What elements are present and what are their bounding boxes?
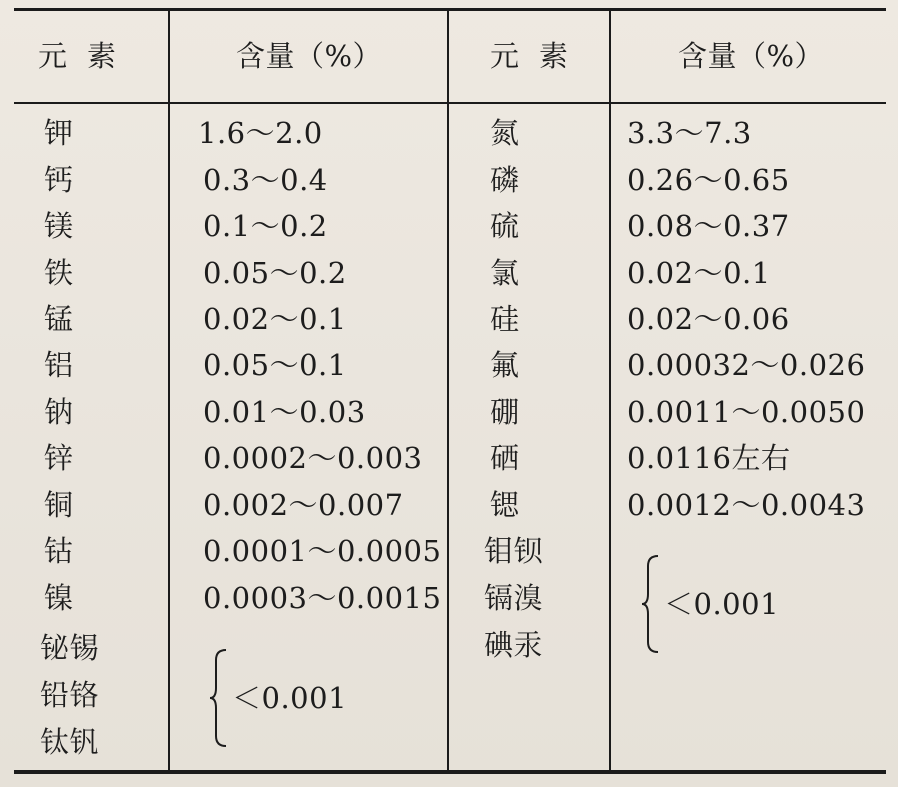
right-content: 0.0011～0.0050 (627, 395, 866, 429)
right-content: 0.0116左右 (627, 441, 791, 475)
right-content: 0.02～0.1 (627, 256, 771, 290)
header-left-content: 含量（%） (236, 39, 383, 73)
left-content: 0.0001～0.0005 (203, 534, 442, 568)
header-right-content: 含量（%） (678, 39, 825, 73)
right-group-brace (640, 554, 664, 654)
header-right-element: 元 素 (490, 39, 569, 73)
left-element: 钙 (44, 163, 74, 197)
left-element: 锰 (44, 302, 74, 336)
right-element: 硼 (490, 395, 520, 429)
header-rule (14, 102, 886, 104)
left-content: 0.1～0.2 (203, 209, 328, 243)
right-element: 硫 (490, 209, 520, 243)
left-content: 0.05～0.1 (203, 348, 347, 382)
col-divider-center (447, 10, 449, 772)
right-element: 氟 (490, 348, 520, 382)
right-group-element: 钼钡 (484, 534, 544, 568)
table-top-rule (14, 8, 886, 11)
left-element: 镍 (44, 581, 74, 615)
left-content: 0.05～0.2 (203, 256, 347, 290)
left-element: 钴 (44, 534, 74, 568)
left-group-brace (208, 648, 232, 748)
right-group-element: 碘汞 (484, 628, 544, 662)
left-element: 钾 (44, 116, 74, 150)
right-group-content: ＜0.001 (664, 587, 780, 621)
right-element: 磷 (490, 163, 520, 197)
right-element: 硒 (490, 441, 520, 475)
left-content: 0.01～0.03 (203, 395, 366, 429)
right-content: 0.08～0.37 (627, 209, 790, 243)
right-element: 氯 (490, 256, 520, 290)
left-group-content: ＜0.001 (232, 681, 348, 715)
left-element: 钠 (44, 395, 74, 429)
right-element: 硅 (490, 302, 520, 336)
left-group-element: 铋锡 (40, 631, 100, 665)
left-content: 0.002～0.007 (203, 488, 404, 522)
right-content: 0.0012～0.0043 (627, 488, 866, 522)
left-content: 0.0003～0.0015 (203, 581, 442, 615)
left-content: 0.02～0.1 (203, 302, 347, 336)
left-group-element: 钛钒 (40, 725, 100, 759)
right-element: 锶 (490, 488, 520, 522)
left-element: 铝 (44, 348, 74, 382)
left-element: 锌 (44, 441, 74, 475)
col-divider-1 (168, 10, 170, 772)
header-left-element: 元 素 (38, 39, 117, 73)
left-group-element: 铅铬 (40, 678, 100, 712)
left-element: 镁 (44, 209, 74, 243)
right-content: 0.02～0.06 (627, 302, 790, 336)
right-content: 0.26～0.65 (627, 163, 790, 197)
left-content: 0.3～0.4 (203, 163, 328, 197)
right-group-element: 镉溴 (484, 581, 544, 615)
right-content: 3.3～7.3 (627, 116, 752, 150)
table-bottom-rule (14, 770, 886, 774)
right-element: 氮 (490, 116, 520, 150)
left-content: 0.0002～0.003 (203, 441, 423, 475)
left-content: 1.6～2.0 (198, 116, 323, 150)
left-element: 铁 (44, 256, 74, 290)
right-content: 0.00032～0.026 (627, 348, 866, 382)
left-element: 铜 (44, 488, 74, 522)
col-divider-3 (609, 10, 611, 772)
